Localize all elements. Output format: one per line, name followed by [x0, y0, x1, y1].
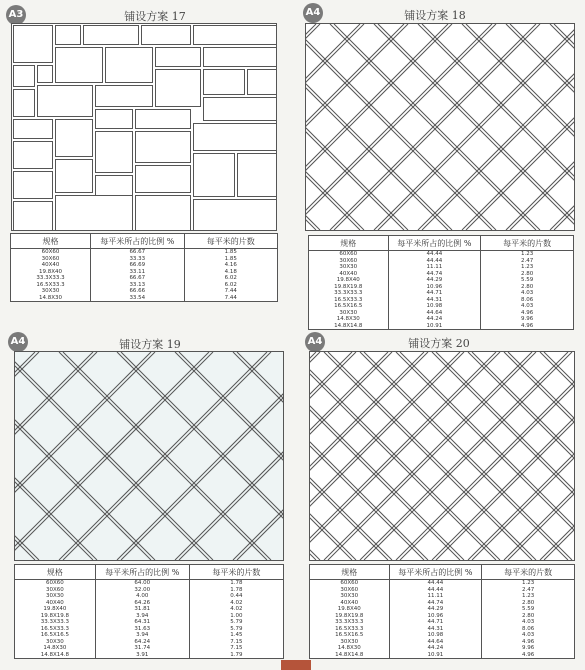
table-cell: 66.66	[91, 288, 184, 295]
table-cell: 10.96	[389, 613, 482, 620]
table-header-row	[11, 234, 278, 249]
table-cell: 10.91	[388, 323, 481, 330]
table-cell: 33.11	[91, 269, 184, 276]
table-cell: 64.31	[95, 619, 189, 626]
table-cell: 4.96	[481, 310, 574, 317]
table-cell: 44.64	[389, 639, 482, 646]
spec-table-20	[309, 564, 575, 659]
table-cell: 40X40	[309, 271, 389, 278]
table-cell: 30X30	[309, 310, 389, 317]
table-cell: 14.8X14.8	[309, 323, 389, 330]
table-cell: 19.8X19.8	[309, 284, 389, 291]
panel-title: 铺设方案 20	[408, 337, 470, 350]
table-cell: 7.15	[189, 639, 283, 646]
table-cell: 4.16	[184, 262, 277, 269]
table-cell: 30X60	[309, 258, 389, 265]
table-cell: 3.91	[95, 652, 189, 659]
tile-pattern-18	[305, 23, 575, 231]
table-cell: 60X60	[11, 249, 91, 256]
table-cell: 16.5X33.3	[11, 282, 91, 289]
panel-title: 铺设方案 19	[119, 338, 181, 351]
table-cell: 10.96	[388, 284, 481, 291]
table-cell: 44.44	[388, 251, 481, 258]
spec-table-19	[14, 564, 284, 659]
table-cell: 19.8X19.8	[310, 613, 390, 620]
table-cell: 33.54	[91, 295, 184, 302]
column-header: 每平米的片数	[189, 565, 283, 580]
table-cell: 14.8X30	[11, 295, 91, 302]
column-header: 每平米所占的比例 %	[91, 234, 184, 249]
table-cell: 4.03	[482, 632, 575, 639]
table-cell: 4.96	[482, 652, 575, 659]
column-header: 规格	[309, 236, 389, 251]
table-cell: 2.80	[481, 271, 574, 278]
table-cell: 31.81	[95, 606, 189, 613]
table-cell: 1.23	[481, 264, 574, 271]
table-cell: 8.06	[482, 626, 575, 633]
table-cell: 32.00	[95, 587, 189, 594]
table-cell: 5.59	[482, 606, 575, 613]
table-cell: 4.96	[482, 639, 575, 646]
table-cell: 60X60	[309, 251, 389, 258]
table-row	[11, 295, 278, 302]
table-cell: 2.80	[482, 613, 575, 620]
table-cell: 33.13	[91, 282, 184, 289]
table-cell: 30X30	[15, 593, 96, 600]
table-cell: 19.8X40	[310, 606, 390, 613]
spec-table-18	[308, 235, 574, 330]
table-cell: 9.96	[482, 645, 575, 652]
table-cell: 10.91	[389, 652, 482, 659]
table-cell: 33.3X33.3	[15, 619, 96, 626]
table-cell: 11.11	[389, 593, 482, 600]
table-cell: 44.74	[388, 271, 481, 278]
panel-title: 铺设方案 18	[404, 9, 466, 22]
column-header: 每平米的片数	[184, 234, 277, 249]
table-cell: 30X60	[11, 256, 91, 263]
table-cell: 19.8X40	[15, 606, 96, 613]
column-header: 每平米所占的比例 %	[388, 236, 481, 251]
column-header: 每平米所占的比例 %	[95, 565, 189, 580]
tile-pattern-19	[14, 351, 284, 561]
badge-a4: A4	[8, 332, 28, 352]
table-cell: 60X60	[15, 580, 96, 587]
table-cell: 1.23	[481, 251, 574, 258]
table-row	[310, 652, 575, 659]
table-cell: 44.29	[389, 606, 482, 613]
table-cell: 5.79	[189, 626, 283, 633]
table-cell: 40X40	[11, 262, 91, 269]
table-cell: 8.06	[481, 297, 574, 304]
table-cell: 3.94	[95, 613, 189, 620]
tile-pattern-20	[309, 351, 575, 561]
table-cell: 44.31	[388, 297, 481, 304]
badge-a3: A3	[6, 5, 26, 25]
table-cell: 1.78	[189, 580, 283, 587]
table-cell: 4.03	[482, 619, 575, 626]
table-cell: 64.00	[95, 580, 189, 587]
table-cell: 30X60	[310, 587, 390, 594]
table-cell: 1.85	[184, 256, 277, 263]
table-cell: 14.8X30	[310, 645, 390, 652]
table-cell: 1.00	[189, 613, 283, 620]
table-cell: 44.24	[388, 316, 481, 323]
table-cell: 44.71	[388, 290, 481, 297]
table-cell: 4.03	[481, 303, 574, 310]
pattern-drawing	[12, 24, 276, 230]
table-cell: 1.79	[189, 652, 283, 659]
table-cell: 7.44	[184, 288, 277, 295]
table-cell: 33.3X33.3	[309, 290, 389, 297]
column-header: 每平米所占的比例 %	[389, 565, 482, 580]
table-cell: 30X30	[309, 264, 389, 271]
table-cell: 44.71	[389, 619, 482, 626]
table-cell: 4.18	[184, 269, 277, 276]
table-cell: 9.96	[481, 316, 574, 323]
table-cell: 2.80	[481, 284, 574, 291]
table-cell: 31.74	[95, 645, 189, 652]
table-cell: 44.64	[388, 310, 481, 317]
table-cell: 33.3X33.3	[11, 275, 91, 282]
table-cell: 16.5X33.3	[15, 626, 96, 633]
table-cell: 44.31	[389, 626, 482, 633]
table-cell: 30X30	[310, 639, 390, 646]
table-cell: 10.98	[389, 632, 482, 639]
pattern-drawing	[306, 24, 574, 230]
table-cell: 31.63	[95, 626, 189, 633]
panel-title: 铺设方案 17	[124, 10, 186, 23]
table-cell: 40X40	[15, 600, 96, 607]
table-cell: 19.8X40	[309, 277, 389, 284]
table-cell: 1.85	[184, 249, 277, 256]
table-cell: 44.74	[389, 600, 482, 607]
table-cell: 0.44	[189, 593, 283, 600]
table-cell: 5.79	[189, 619, 283, 626]
table-cell: 66.67	[91, 275, 184, 282]
table-cell: 44.44	[389, 587, 482, 594]
table-cell: 44.24	[389, 645, 482, 652]
table-cell: 1.23	[482, 580, 575, 587]
table-cell: 4.02	[189, 606, 283, 613]
table-cell: 19.8X40	[11, 269, 91, 276]
table-header-row	[309, 236, 574, 251]
table-cell: 4.03	[481, 290, 574, 297]
table-cell: 30X30	[15, 639, 96, 646]
table-row	[309, 323, 574, 330]
table-cell: 64.26	[95, 600, 189, 607]
column-header: 每平米的片数	[482, 565, 575, 580]
column-header: 规格	[15, 565, 96, 580]
table-cell: 60X60	[310, 580, 390, 587]
table-cell: 16.5X16.5	[309, 303, 389, 310]
table-cell: 30X30	[11, 288, 91, 295]
badge-a4: A4	[305, 332, 325, 352]
table-cell: 4.00	[95, 593, 189, 600]
table-cell: 14.8X30	[309, 316, 389, 323]
table-cell: 44.44	[389, 580, 482, 587]
table-cell: 10.98	[388, 303, 481, 310]
table-cell: 44.44	[388, 258, 481, 265]
badge-a4: A4	[303, 3, 323, 23]
table-cell: 14.8X14.8	[310, 652, 390, 659]
table-cell: 33.3X33.3	[310, 619, 390, 626]
table-cell: 16.5X33.3	[309, 297, 389, 304]
table-cell: 11.11	[388, 264, 481, 271]
table-cell: 16.5X16.5	[15, 632, 96, 639]
table-cell: 4.02	[189, 600, 283, 607]
table-cell: 33.33	[91, 256, 184, 263]
table-cell: 3.94	[95, 632, 189, 639]
column-header: 每平米的片数	[481, 236, 574, 251]
table-cell: 16.5X16.5	[310, 632, 390, 639]
table-row	[310, 580, 575, 587]
spec-table-17	[10, 233, 278, 302]
table-row	[15, 652, 284, 659]
table-row	[11, 249, 278, 256]
table-cell: 6.02	[184, 275, 277, 282]
tile-pattern-17	[11, 23, 277, 231]
column-header: 规格	[11, 234, 91, 249]
table-cell: 14.8X14.8	[15, 652, 96, 659]
table-cell: 40X40	[310, 600, 390, 607]
page-tab-decoration	[281, 660, 311, 670]
table-cell: 2.80	[482, 600, 575, 607]
table-row	[15, 580, 284, 587]
table-cell: 30X30	[310, 593, 390, 600]
table-cell: 1.78	[189, 587, 283, 594]
table-cell: 14.8X30	[15, 645, 96, 652]
table-cell: 44.29	[388, 277, 481, 284]
table-cell: 64.24	[95, 639, 189, 646]
table-cell: 1.23	[482, 593, 575, 600]
column-header: 规格	[310, 565, 390, 580]
table-header-row	[310, 565, 575, 580]
table-cell: 66.67	[91, 249, 184, 256]
table-cell: 66.69	[91, 262, 184, 269]
pattern-drawing	[310, 352, 574, 560]
table-cell: 1.45	[189, 632, 283, 639]
table-cell: 7.44	[184, 295, 277, 302]
table-cell: 7.15	[189, 645, 283, 652]
pattern-drawing	[15, 352, 283, 560]
table-cell: 5.59	[481, 277, 574, 284]
table-cell: 4.96	[481, 323, 574, 330]
table-cell: 16.5X33.3	[310, 626, 390, 633]
table-cell: 6.02	[184, 282, 277, 289]
table-cell: 2.47	[482, 587, 575, 594]
table-cell: 19.8X19.8	[15, 613, 96, 620]
table-header-row	[15, 565, 284, 580]
table-cell: 2.47	[481, 258, 574, 265]
table-row	[309, 251, 574, 258]
table-cell: 30X60	[15, 587, 96, 594]
